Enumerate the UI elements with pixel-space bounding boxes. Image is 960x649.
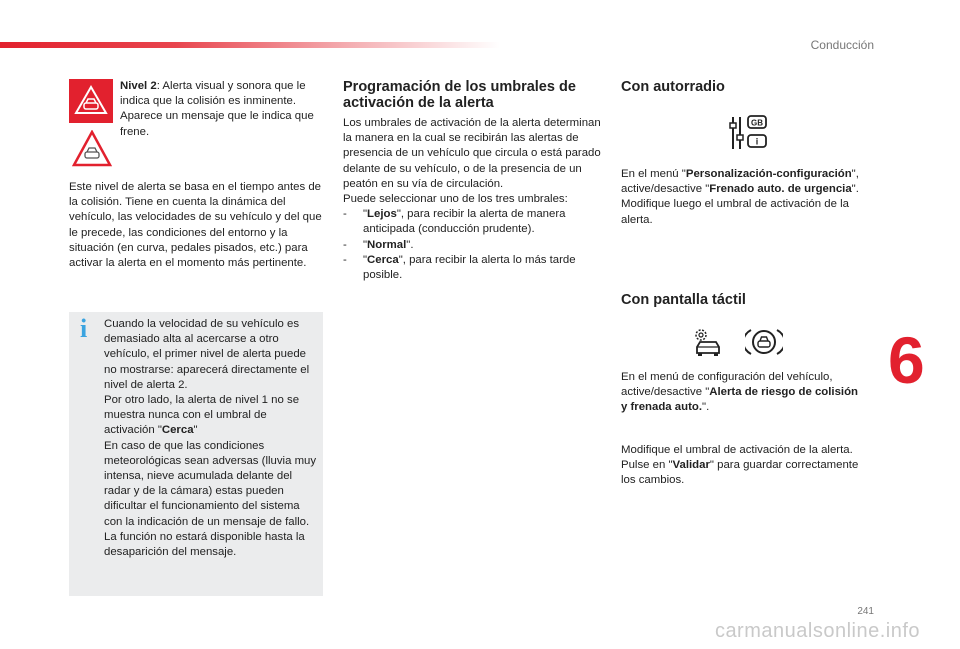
thresholds-intro: Los umbrales de activación de la alerta determinan la manera en la cual se recibirán las alertas de presencia de un vehículo que circula o está parado delante de su vehículo, o de la presencia de un peatón en su vía de circulación. bbox=[343, 117, 601, 190]
autorradio-text: En el menú "Personalización-configuración", active/desactive "Frenado auto. de urgencia". Modifique luego el umbral de activación de la alerta. bbox=[621, 168, 859, 226]
section-title: Conducción bbox=[810, 38, 874, 52]
gb-icon-label: GB bbox=[751, 118, 763, 128]
watermark: carmanualsonline.info bbox=[714, 620, 920, 642]
tactil-validate-text: Modifique el umbral de activación de la alerta. Pulse en "Validar" para guardar correctamente los cambios. bbox=[621, 444, 859, 487]
alert-level-paragraph: Este nivel de alerta se basa en el tiempo antes de la colisión. Tiene en cuenta la dinámica del vehículo, las velocidades de su vehículo y del que le precede, las condiciones del entorno y la situación (en curva, pedales pisados, etc.) para activar la alerta en el momento más pertinente. bbox=[69, 181, 322, 270]
header-accent-bar bbox=[0, 42, 500, 48]
threshold-item-normal: - "Normal". bbox=[343, 238, 605, 253]
tactil-text: En el menú de configuración del vehículo, active/desactive "Alerta de riesgo de colisión y frenada auto.". bbox=[621, 371, 859, 414]
thresholds-title: Programación de los umbrales de activación de la alerta bbox=[343, 79, 576, 111]
tactil-title: Con pantalla táctil bbox=[621, 292, 746, 308]
vehicle-settings-icon bbox=[691, 327, 725, 359]
threshold-item-lejos: - "Lejos", para recibir la alerta de manera anticipada (conducción prudente). bbox=[343, 207, 605, 237]
collision-alert-red-icon bbox=[69, 79, 113, 123]
info-text-3: En caso de que las condiciones meteorológicas sean adversas (lluvia muy intensa, nieve acumulada delante del radar y de la cámara) estas pueden dificultar el funcionamiento del sistema con la indicación de un mensaje de fallo. La función no estará disponible hasta la desaparición del mensaje. bbox=[104, 439, 317, 559]
chapter-number: 6 bbox=[888, 323, 925, 397]
threshold-item-cerca: - "Cerca", para recibir la alerta lo más tarde posible. bbox=[343, 253, 605, 283]
nivel2-description bbox=[120, 79, 320, 140]
info-icon-label: i bbox=[755, 136, 759, 147]
collision-warning-icon bbox=[745, 325, 783, 359]
thresholds-body bbox=[343, 116, 605, 283]
info-box-text bbox=[104, 317, 320, 560]
nivel2-label: Nivel 2 bbox=[120, 80, 157, 92]
threshold-list bbox=[343, 207, 605, 283]
autorradio-title: Con autorradio bbox=[621, 79, 725, 95]
page-number: 241 bbox=[857, 606, 874, 617]
thresholds-select: Puede seleccionar uno de los tres umbrales: bbox=[343, 193, 568, 206]
radio-settings-icon bbox=[727, 113, 769, 153]
collision-alert-triangle-icon bbox=[72, 130, 112, 168]
info-icon: i bbox=[80, 314, 88, 343]
info-text-2: Por otro lado, la alerta de nivel 1 no se muestra nunca con el umbral de activación "Cerca" bbox=[104, 394, 300, 437]
nivel2-text: : Alerta visual y sonora que le indica que la colisión es inminente. Aparece un mensaje que le indica que frene. bbox=[120, 80, 314, 138]
info-text-1: Cuando la velocidad de su vehículo es demasiado alta al acercarse a otro vehículo, el primer nivel de alerta puede no mostrarse: aparecerá directamente el nivel de alerta 2. bbox=[104, 318, 310, 391]
